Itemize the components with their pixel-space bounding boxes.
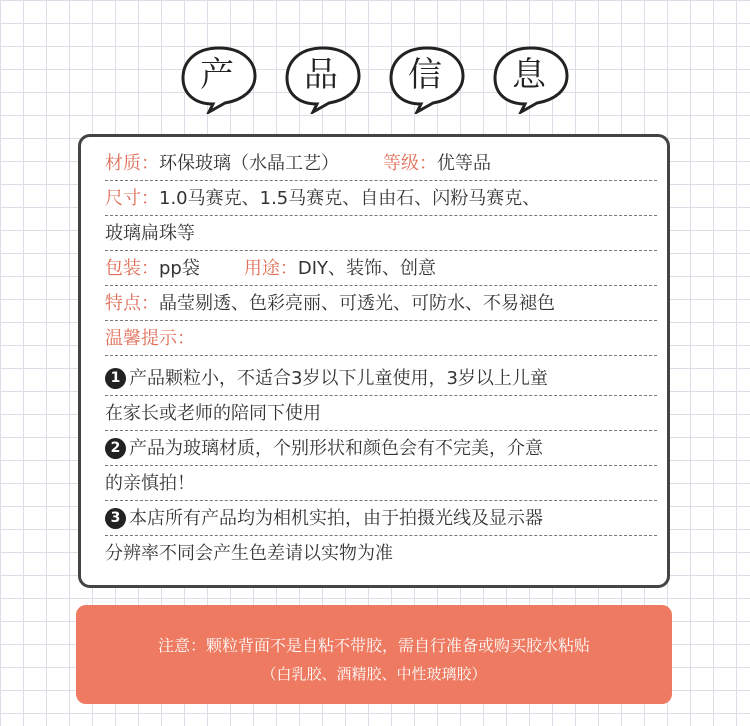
grade-label: 等级：: [383, 153, 437, 174]
title-char: 信: [408, 55, 442, 95]
size-row: [105, 181, 657, 216]
material-row: [105, 146, 657, 181]
tip-text: 分辨率不同会产生色差请以实物为准: [105, 543, 393, 564]
grade-value: 优等品: [437, 153, 491, 174]
tip-text: 产品为玻璃材质，个别形状和颜色会有不完美，介意: [129, 438, 543, 459]
feature-row: [105, 286, 657, 321]
feature-label: 特点：: [105, 293, 159, 314]
number-2-badge: 2: [105, 438, 126, 459]
usage-value: DIY、装饰、创意: [297, 258, 437, 279]
tip-1-line-2: [105, 396, 657, 431]
tips-heading-row: [105, 321, 657, 356]
title-bubble: [179, 42, 259, 114]
tip-text: 在家长或老师的陪同下使用: [105, 403, 321, 424]
feature-value: 晶莹剔透、色彩亮丽、可透光、可防水、不易褪色: [159, 293, 555, 314]
tip-text: 的亲慎拍！: [105, 473, 195, 494]
tip-3-line-2: [105, 536, 657, 571]
tip-3-line-1: [105, 501, 657, 536]
package-value: pp袋: [159, 258, 200, 279]
number-3-badge: 3: [105, 508, 126, 529]
size-value: 1.0马赛克、1.5马赛克、自由石、闪粉马赛克、: [159, 188, 541, 209]
tip-2-line-1: [105, 431, 657, 466]
usage-label: 用途：: [243, 258, 298, 279]
title-char: 品: [304, 55, 338, 95]
title-bubble: [283, 42, 363, 114]
material-value: 环保玻璃（水晶工艺）: [159, 153, 339, 174]
tip-1-line-1: [105, 361, 657, 396]
number-1-badge: 1: [105, 368, 126, 389]
product-info-card: [78, 134, 670, 588]
title-char: 产: [200, 55, 234, 95]
tip-text: 产品颗粒小，不适合3岁以下儿童使用，3岁以上儿童: [129, 368, 548, 389]
title-char: 息: [512, 55, 546, 95]
material-label: 材质：: [105, 153, 159, 174]
package-label: 包装：: [105, 258, 159, 279]
size-label: 尺寸：: [105, 188, 159, 209]
title-row: [0, 42, 750, 114]
notice-line-2: （白乳胶、酒精胶、中性玻璃胶）: [261, 665, 487, 683]
tip-2-line-2: [105, 466, 657, 501]
tips-label: 温馨提示：: [105, 328, 195, 349]
tip-text: 本店所有产品均为相机实拍，由于拍摄光线及显示器: [129, 508, 543, 529]
size-value-continued: 玻璃扁珠等: [105, 223, 195, 244]
package-row: [105, 251, 657, 286]
title-bubble: [387, 42, 467, 114]
size-row-continued: [105, 216, 657, 251]
title-bubble: [491, 42, 571, 114]
notice-line-1: 注意：颗粒背面不是自粘不带胶，需自行准备或购买胶水粘贴: [157, 636, 590, 655]
notice-box: [76, 605, 672, 704]
